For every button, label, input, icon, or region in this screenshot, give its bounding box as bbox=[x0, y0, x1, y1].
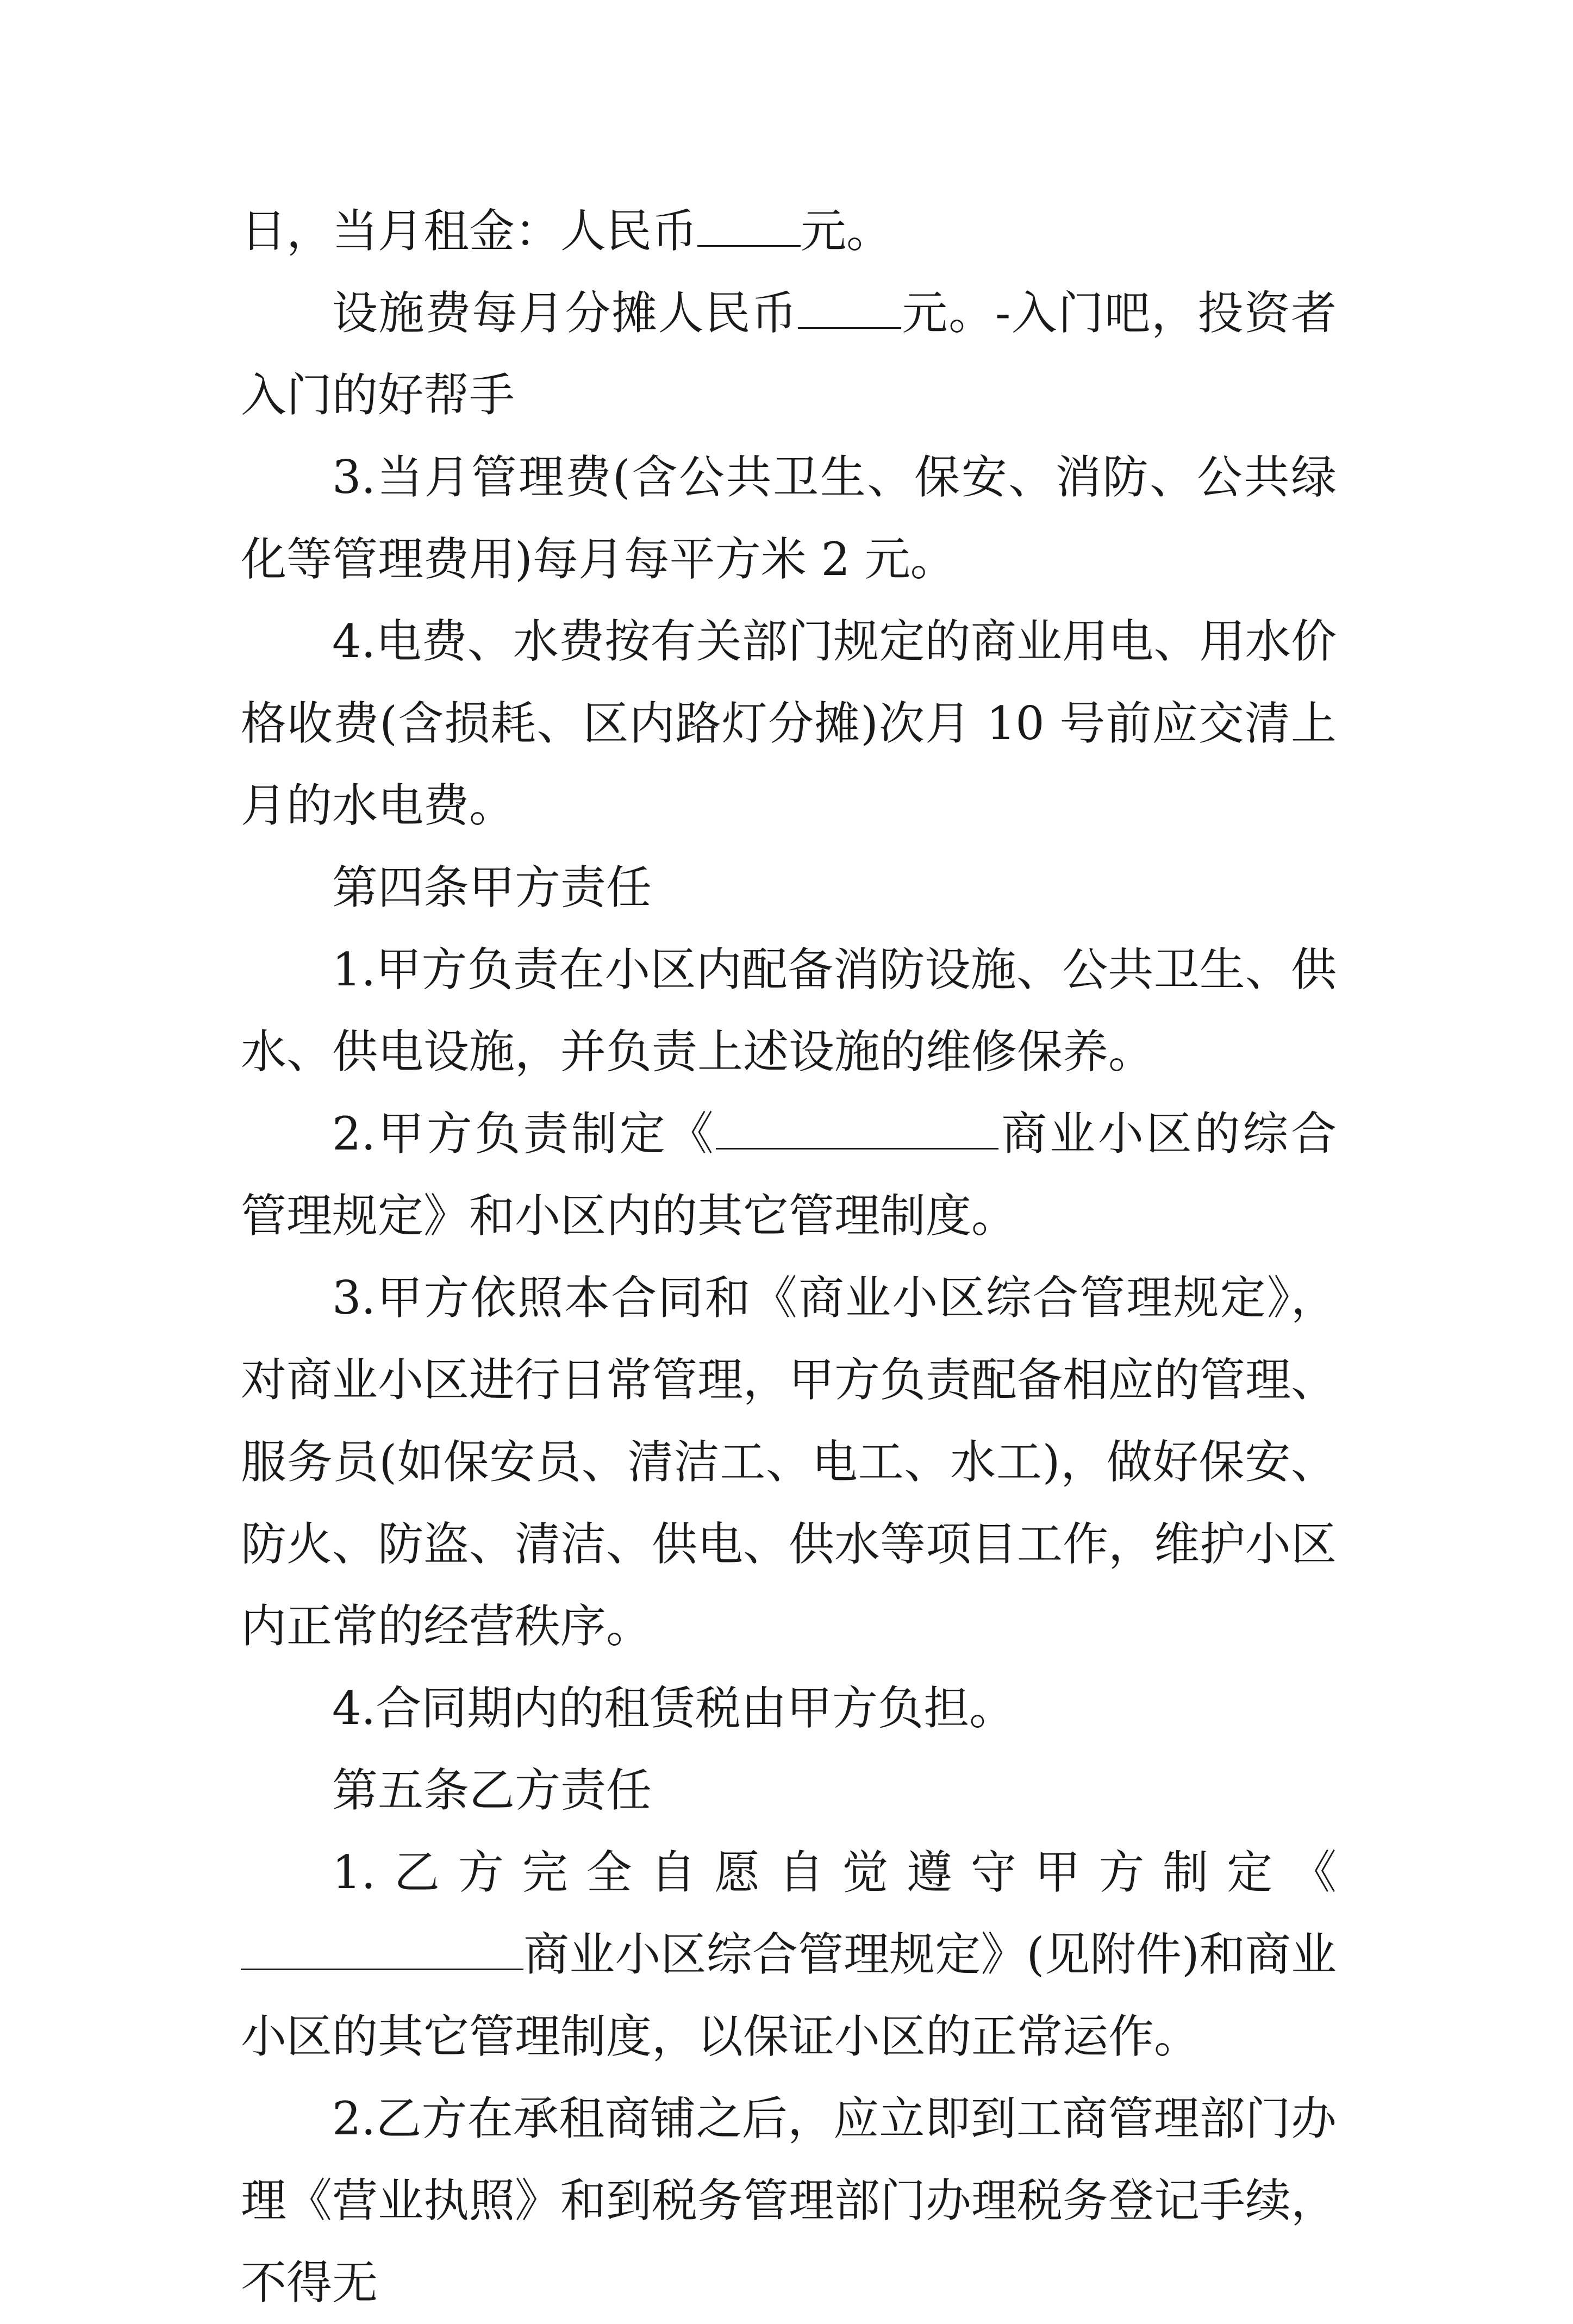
fill-in-blank bbox=[798, 284, 901, 329]
paragraph-text: 日，当月租金：人民币 bbox=[241, 204, 698, 258]
paragraph bbox=[241, 272, 1337, 436]
paragraph-text: 4.电费、水费按有关部门规定的商业用电、用水价格收费(含损耗、区内路灯分摊)次月 10 号前应交清上月的水电费。 bbox=[241, 615, 1337, 832]
paragraph bbox=[241, 190, 1337, 272]
paragraph-text: 商业小区的综合管理规定》和小区内的其它管理制度。 bbox=[241, 1107, 1337, 1242]
paragraph bbox=[241, 1093, 1337, 1257]
paragraph bbox=[241, 1832, 1337, 2078]
paragraph-text: 1.乙方完全自愿自觉遵守甲方制定《 bbox=[332, 1846, 1337, 1899]
paragraph bbox=[241, 601, 1337, 847]
paragraph-text: 3.甲方依照本合同和《商业小区综合管理规定》，对商业小区进行日常管理，甲方负责配备相应的管理、服务员(如保安员、清洁工、电工、水工)，做好保安、防火、防盗、清洁、供电、供水等项目工作，维护小区内正常的经营秩序。 bbox=[241, 1271, 1337, 1653]
paragraph bbox=[241, 1257, 1337, 1667]
fill-in-blank bbox=[716, 1104, 998, 1149]
paragraph-text: 第五条乙方责任 bbox=[332, 1764, 652, 1817]
paragraph-text: 元。 bbox=[801, 204, 892, 258]
paragraph-text: 2.甲方负责制定《 bbox=[332, 1107, 716, 1160]
paragraph-text: 元。-入门吧，投资者入门的好帮手 bbox=[241, 286, 1337, 422]
paragraph bbox=[241, 436, 1337, 601]
paragraph-text: 3.当月管理费(含公共卫生、保安、消防、公共绿化等管理费用)每月每平方米 2 元。 bbox=[241, 451, 1337, 586]
paragraph-text: 第四条甲方责任 bbox=[332, 861, 652, 914]
paragraph-text: 设施费每月分摊人民币 bbox=[332, 286, 798, 340]
paragraph-text: 商业小区综合管理规定》(见附件)和商业小区的其它管理制度，以保证小区的正常运作。 bbox=[241, 1928, 1337, 2063]
section-heading bbox=[241, 1750, 1337, 1832]
fill-in-blank bbox=[697, 202, 801, 247]
paragraph-text: 2.乙方在承租商铺之后，应立即到工商管理部门办理《营业执照》和到税务管理部门办理税务登记手续，不得无 bbox=[241, 2092, 1337, 2309]
paragraph bbox=[241, 1667, 1337, 1750]
paragraph-text: 1.甲方负责在小区内配备消防设施、公共卫生、供水、供电设施，并负责上述设施的维修保养。 bbox=[241, 943, 1337, 1078]
paragraph bbox=[241, 2078, 1337, 2324]
document-body bbox=[241, 190, 1337, 2324]
paragraph-text: 4.合同期内的租赁税由甲方负担。 bbox=[332, 1682, 1015, 1735]
paragraph bbox=[241, 929, 1337, 1093]
fill-in-blank bbox=[241, 1925, 523, 1970]
section-heading bbox=[241, 847, 1337, 929]
